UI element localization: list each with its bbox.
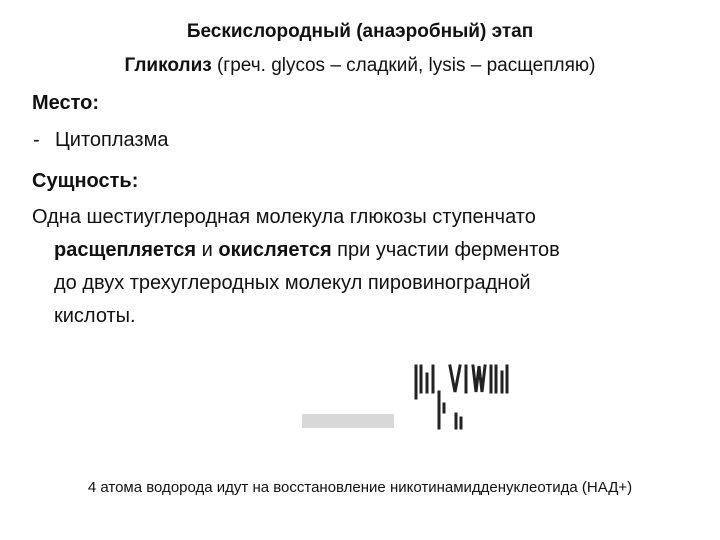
essence-line-4: кислоты. bbox=[54, 305, 136, 327]
bullet-marker: - bbox=[33, 129, 40, 151]
figure-faint-patch bbox=[302, 414, 394, 428]
essence-line-2-rest: при участии ферментов bbox=[331, 239, 560, 261]
essence-heading: Сущность: bbox=[32, 170, 139, 192]
figure-stroke bbox=[450, 366, 460, 392]
subtitle-etymology: (греч. glycos – сладкий, lysis – расщепляю) bbox=[211, 55, 596, 76]
essence-conjunction: и bbox=[196, 239, 219, 261]
essence-term-split: расщепляется bbox=[54, 239, 197, 261]
figure-stroke bbox=[473, 366, 485, 392]
slide-subtitle bbox=[0, 54, 720, 78]
essence-paragraph bbox=[32, 201, 712, 333]
footer-note: 4 атома водорода идут на восстановление никотинамидденуклеотида (НАД+) bbox=[87, 479, 633, 496]
subtitle-term: Гликолиз bbox=[124, 55, 212, 76]
essence-line-3: до двух трехуглеродных молекул пировиноградной bbox=[54, 272, 531, 294]
place-heading: Место: bbox=[32, 92, 100, 114]
essence-line-2 bbox=[32, 234, 712, 267]
essence-line-1: Одна шестиуглеродная молекула глюкозы ступенчато bbox=[32, 206, 536, 228]
glycolysis-figure bbox=[290, 352, 520, 442]
slide-title: Бескислородный (анаэробный) этап bbox=[186, 21, 534, 42]
essence-term-oxidize: окисляется bbox=[218, 239, 332, 261]
place-item: Цитоплазма bbox=[55, 129, 169, 151]
